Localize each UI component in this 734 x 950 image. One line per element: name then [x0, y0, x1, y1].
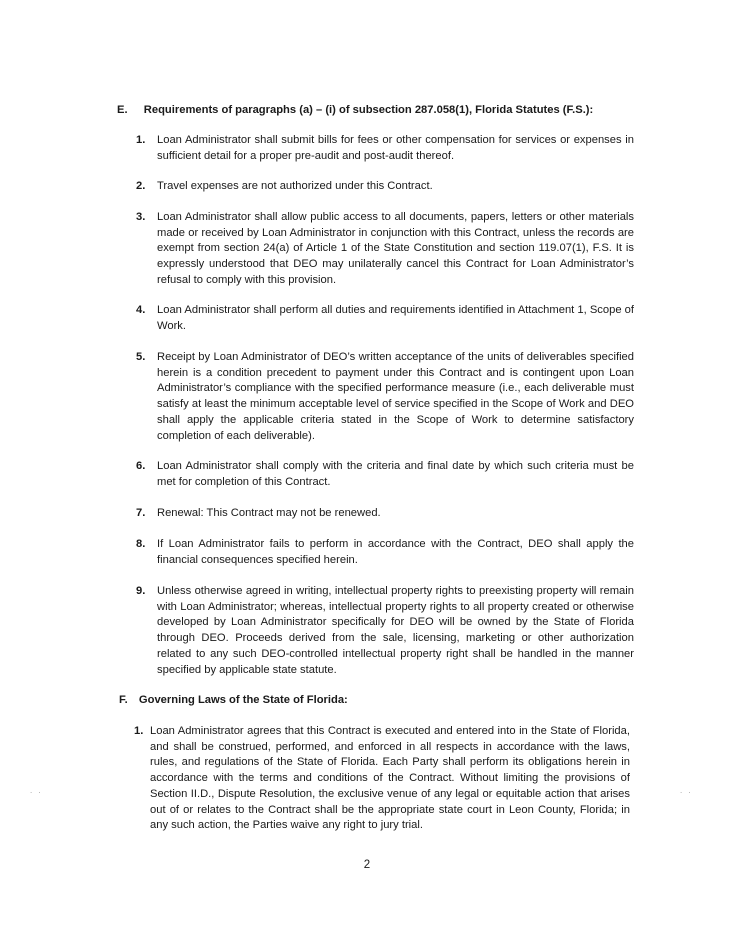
item-number: 4.: [136, 304, 146, 316]
item-number: 1.: [134, 725, 144, 737]
item-number: 3.: [136, 211, 146, 223]
scan-mark-left: ..: [30, 786, 47, 795]
item-number: 1.: [136, 134, 146, 146]
scan-mark-right: ..: [680, 786, 697, 795]
item-text: Receipt by Loan Administrator of DEO’s written acceptance of the units of deliverables specified herein is a condition precedent to payment under this Contract and is contingent upon Loan Administrator’s compliance with the specified performance measure (i.e., each deliverable must satisfy at least the minimum acceptable level of service specified in the Scope of Work and DEO shall apply the applicable criteria stated in the Scope of Work to determine satisfactory completion of each deliverable).: [157, 351, 634, 442]
item-text: Travel expenses are not authorized under this Contract.: [157, 180, 433, 192]
item-text: Loan Administrator shall comply with the criteria and final date by which such criteria must be met for completion of this Contract.: [157, 460, 634, 488]
item-text: Loan Administrator shall allow public access to all documents, papers, letters or other materials made or received by Loan Administrator in conjunction with this Contract, unless the records are exempt from section 24(a) of Article 1 of the State Constitution and section 119.07(1), F.S. It is expressly understood that DEO may unilaterally cancel this Contract for Loan Administrator’s refusal to comply with this provision.: [157, 211, 634, 286]
item-number: 2.: [136, 180, 146, 192]
item-text: Loan Administrator shall perform all duties and requirements identified in Attachment 1, Scope of Work.: [157, 304, 634, 332]
item-text: Unless otherwise agreed in writing, intellectual property rights to preexisting property will remain with Loan Administrator; whereas, intellectual property rights to all property created or otherwise developed by Loan Administrator specifically for DEO will be owned by the State of Florida through DEO. Proceeds derived from the sale, licensing, marketing or other authorization related to any such DEO-controlled intellectual property right shall be handled in the manner specified by applicable state statute.: [157, 585, 634, 676]
section-e-heading: [117, 103, 593, 117]
item-number: 9.: [136, 585, 146, 597]
item-number: 7.: [136, 507, 146, 519]
section-e-letter: E.: [117, 104, 128, 116]
item-number: 5.: [136, 351, 146, 363]
section-f-title: Governing Laws of the State of Florida:: [138, 694, 348, 706]
section-f-heading: [119, 693, 348, 707]
item-text: Renewal: This Contract may not be renewed.: [157, 507, 381, 519]
item-text: Loan Administrator shall submit bills for fees or other compensation for services or expenses in sufficient detail for a proper pre-audit and post-audit thereof.: [157, 134, 634, 162]
section-f-letter: F.: [119, 694, 128, 706]
item-text: Loan Administrator agrees that this Contract is executed and entered into in the State of Florida, and shall be construed, performed, and enforced in all respects in accordance with the laws, rules, and regulations of the State of Florida. Each Party shall perform its obligations herein in accordance with the terms and conditions of the Contract. Without limiting the provisions of Section II.D., Dispute Resolution, the exclusive venue of any legal or equitable action that arises out of or relates to the Contract shall be the appropriate state court in Leon County, Florida; in any such action, the Parties waive any right to jury trial.: [150, 725, 630, 832]
item-number: 8.: [136, 538, 146, 550]
page-number: 2: [363, 859, 371, 871]
item-text: If Loan Administrator fails to perform in accordance with the Contract, DEO shall apply the financial consequences specified herein.: [157, 538, 634, 566]
section-e-title: Requirements of paragraphs (a) – (i) of subsection 287.058(1), Florida Statutes (F.S.):: [143, 104, 594, 116]
item-number: 6.: [136, 460, 146, 472]
